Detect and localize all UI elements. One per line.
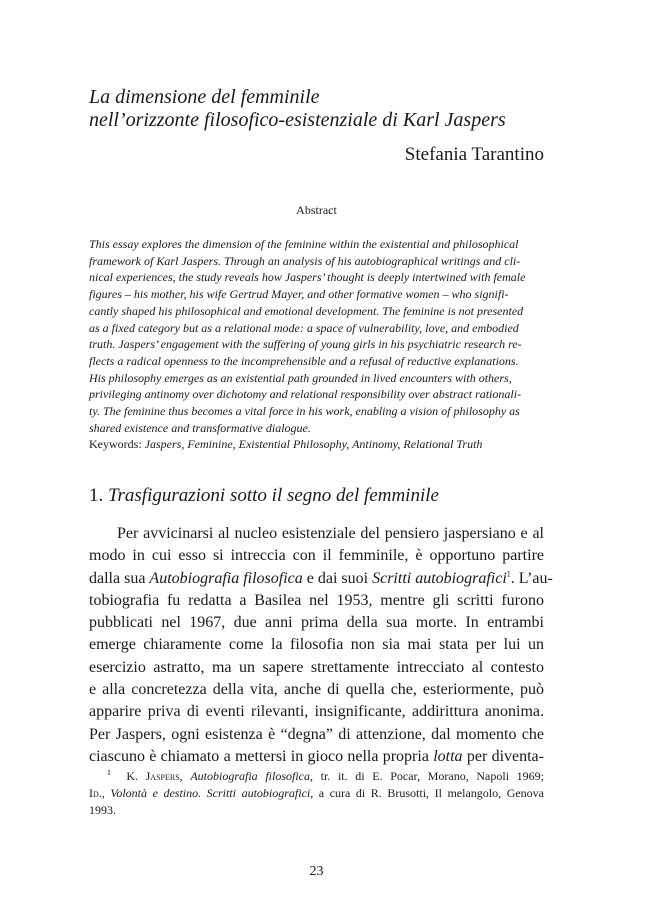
abstract-line: framework of Karl Jaspers. Through an analysis of his autobiographical writings and cli- xyxy=(89,253,521,268)
body-line: Per avvicinarsi al nucleo esistenziale del pensiero jaspersiano e al xyxy=(117,525,544,542)
paper-page xyxy=(89,0,553,922)
body-line: Per Jaspers, ogni esistenza è “degna” di attenzione, dal momento che xyxy=(89,725,544,743)
abstract-line: flects a radical openness to the incomprehensible and a refusal of reductive explanations. xyxy=(89,353,519,368)
abstract-line: as a fixed category but as a relational mode: a space of vulnerability, love, and embodied xyxy=(89,320,519,335)
book-title: Autobiografia filosofica xyxy=(149,569,303,587)
footnote-line: Id., Volontà e destino. Scritti autobiografici, a cura di R. Brusotti, Il melangolo, Genova xyxy=(89,786,545,800)
article-title xyxy=(89,86,544,132)
abstract-line: ty. The feminine thus becomes a vital force in his work, enabling a vision of philosophy as xyxy=(89,404,520,419)
body-line: pubblicati nel 1967, due anni prima della sua morte. In entrambi xyxy=(89,614,544,632)
section-heading xyxy=(89,485,439,507)
abstract-line: This essay explores the dimension of the feminine within the existential and philosophical xyxy=(89,237,519,251)
footnote-line: $^1$ K. Jaspers, Autobiografia filosofica, tr. it. di E. Pocar, Morano, Napoli 1969; xyxy=(107,768,545,783)
abstract-line: truth. Jaspers’ engagement with the suffering of young girls in his psychiatric research re- xyxy=(89,337,522,352)
abstract-heading: Abstract xyxy=(296,203,337,217)
body-line: dalla sua Autobiografia filosofica e dai suoi Scritti autobiografici$^1$. L’au- xyxy=(89,569,553,587)
keywords xyxy=(89,437,544,452)
keywords-label: Keywords: xyxy=(89,437,145,451)
abstract-line: privileging antinomy over dichotomy and relational responsibility over abstract rationali- xyxy=(89,387,522,402)
article-title-line: La dimensione del femminile xyxy=(89,86,320,108)
section-title: Trasfigurazioni sotto il segno del femminile xyxy=(108,485,439,506)
abstract-text xyxy=(89,236,544,436)
body-line: tobiografia fu redatta a Basilea nel 1953, mentre gli scritti furono xyxy=(89,591,544,609)
abstract-line: cantly shaped his philosophical and emotional development. The feminine is not presented xyxy=(89,303,524,318)
abstract-line: shared existence and transformative dialogue. xyxy=(89,420,311,435)
body-line: e alla concretezza della vita, anche di quella che, esteriormente, può xyxy=(89,681,544,699)
keywords-list: Jaspers, Feminine, Existential Philosophy, Antinomy, Relational Truth xyxy=(144,437,483,451)
article-title-line: nell’orizzonte filosofico-esistenziale di Karl Jaspers xyxy=(89,109,506,131)
body-paragraph xyxy=(89,523,553,768)
body-line: apparire priva di eventi rilevanti, insignificante, addirittura anonima. xyxy=(89,703,544,721)
footnote xyxy=(89,768,544,819)
author-surname: Jaspers xyxy=(145,769,180,783)
author-name: Stefania Tarantino xyxy=(404,144,544,165)
emphasis: lotta xyxy=(433,747,463,765)
section-number: 1. xyxy=(89,485,108,506)
body-line: ciascuno è chiamato a mettersi in gioco nella propria lotta per diventa- xyxy=(89,747,544,765)
page-number: 23 xyxy=(309,864,324,879)
body-line: emerge chiaramente come la filosofia non sia mai stata per lui un xyxy=(89,636,544,654)
body-line: modo in cui esso si intreccia con il femminile, è opportuno partire xyxy=(89,547,544,565)
footnote-reference: 1 xyxy=(506,569,511,579)
body-line: esercizio astratto, ma un sapere strettamente intrecciato al contesto xyxy=(89,658,544,676)
book-title: Scritti autobiografici xyxy=(372,569,507,587)
abstract-line: His philosophy emerges as an existential path grounded in lived encounters with others, xyxy=(89,370,512,385)
abstract-line: figures – his mother, his wife Gertrud Mayer, and other formative women – who signifi- xyxy=(89,287,509,302)
footnote-mark: 1 xyxy=(107,768,111,777)
abstract-line: nical experiences, the study reveals how Jaspers’ thought is deeply intertwined with female xyxy=(89,270,526,285)
footnote-line: 1993. xyxy=(89,803,116,817)
